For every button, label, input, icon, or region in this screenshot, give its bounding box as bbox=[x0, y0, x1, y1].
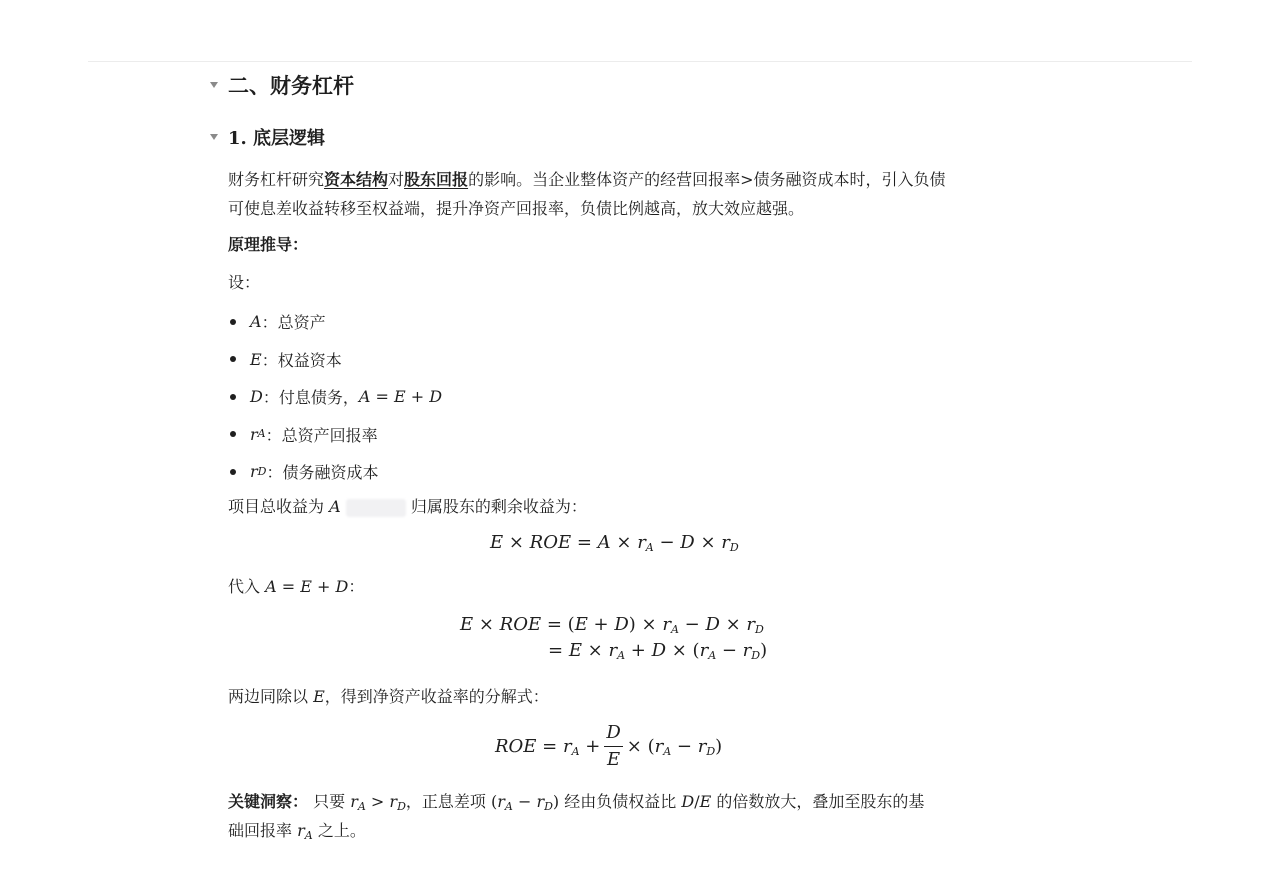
equation-residual-return: E × ROE = $A \times r_A - D \times r_D$ bbox=[490, 532, 739, 554]
list-item: E ：权益资本 bbox=[228, 341, 442, 379]
subsection-heading bbox=[210, 124, 325, 150]
subsection-title: 1. 底层逻辑 bbox=[228, 128, 326, 149]
total-return-line: 项目总收益为 A 归属股东的剩余收益为： bbox=[228, 497, 587, 516]
divide-line: 两边同除以 E，得到净资产收益率的分解式： bbox=[228, 687, 549, 706]
list-item: A ：总资产 bbox=[228, 303, 442, 341]
insight-line-1: 关键洞察： 只要 $r_A > r_D$，正息差项 $(r_A - r_D)$ 经由负债权益比 D/E 的倍数放大，叠加至股东的基 bbox=[228, 792, 925, 813]
redacted-region bbox=[346, 499, 406, 517]
equation-expand-line-2: = $E \times r_A + D \times (r_A - r_D)$ bbox=[548, 640, 768, 662]
intro-line-2: 可使息差收益转移至权益端，提升净资产回报率，负债比例越高，放大效应越强。 bbox=[228, 199, 805, 218]
bullet-icon bbox=[230, 356, 236, 362]
equation-expand-line-1: E × ROE = $(E + D) \times r_A - D \times r_D$ bbox=[460, 614, 764, 636]
term-capital-structure: 资本结构 bbox=[324, 170, 389, 189]
bullet-icon bbox=[230, 394, 236, 400]
identity-expr: A = E + D bbox=[358, 387, 443, 407]
key-insight-paragraph bbox=[228, 787, 924, 845]
collapse-toggle-icon[interactable] bbox=[210, 82, 218, 88]
section-title: 二、财务杠杆 bbox=[228, 73, 354, 98]
insight-line-2: 础回报率 $r_A$ 之上。 bbox=[228, 821, 366, 842]
list-item: D ：付息债务， A = E + D bbox=[228, 378, 442, 416]
collapse-toggle-icon[interactable] bbox=[210, 134, 218, 140]
term-shareholder-return: 股东回报 bbox=[404, 170, 469, 189]
bullet-icon bbox=[230, 319, 236, 325]
equation-roe-decomposition: ROE = $r_A$ + $\frac{D}{E}$ × $(r_A - r_D)$ bbox=[495, 722, 723, 770]
intro-line-1: 财务杠杆研究资本结构对股东回报的影响。当企业整体资产的经营回报率>债务融资成本时，引入负债 bbox=[228, 170, 946, 189]
bullet-icon bbox=[230, 431, 236, 437]
list-item: r A ：总资产回报率 bbox=[228, 416, 442, 454]
substitute-line: 代入 A = E + D： bbox=[228, 577, 365, 596]
derivation-label: 原理推导： bbox=[228, 235, 309, 254]
let-label: 设： bbox=[228, 273, 261, 292]
fraction-d-over-e: $\frac{D}{E}$ bbox=[606, 722, 621, 770]
bullet-icon bbox=[230, 469, 236, 475]
definition-list bbox=[228, 303, 442, 491]
section-heading bbox=[210, 70, 354, 100]
intro-paragraph bbox=[228, 165, 945, 223]
insight-label: 关键洞察： bbox=[228, 792, 309, 811]
list-item: r D ：债务融资成本 bbox=[228, 453, 442, 491]
